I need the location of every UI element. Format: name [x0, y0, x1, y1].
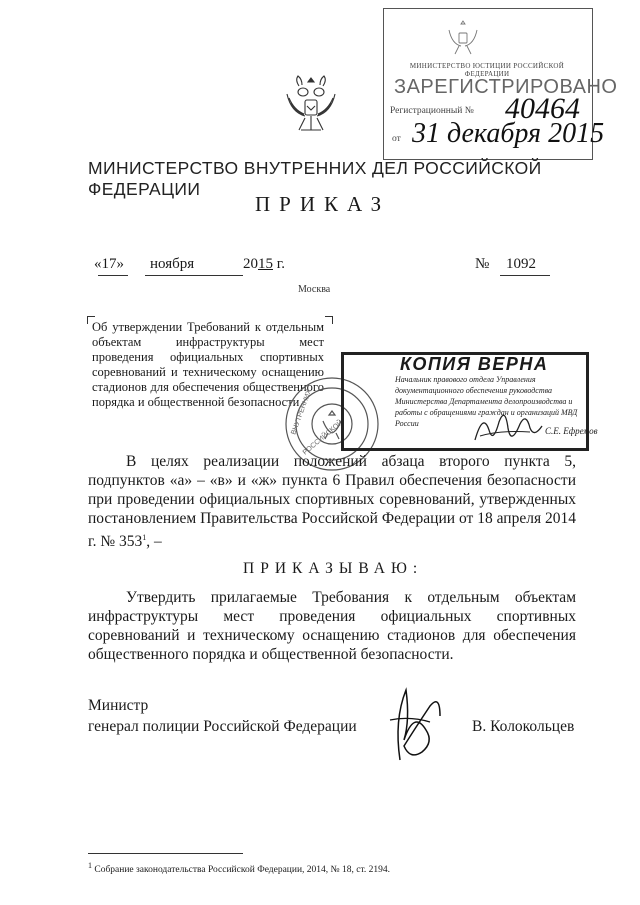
- order-city: Москва: [298, 284, 331, 295]
- year-g: г.: [276, 256, 285, 272]
- preamble-end: , –: [146, 533, 162, 551]
- signer-name: В. Колокольцев: [472, 718, 575, 735]
- footnote-ref: 1: [142, 533, 147, 542]
- footnote-separator: [88, 853, 243, 854]
- order-number-label: №: [475, 256, 490, 272]
- footnote-text: Собрание законодательства Российской Федерации, 2014, № 18, ст. 2194.: [94, 865, 391, 876]
- stamp-registered-label: ЗАРЕГИСТРИРОВАНО: [394, 76, 618, 98]
- day-underline: [98, 275, 128, 276]
- order-day: «17»: [94, 256, 124, 272]
- stamp-reg-date: 31 декабря 2015: [412, 118, 605, 149]
- document-type-title: ПРИКАЗ: [255, 192, 391, 216]
- stamp-reg-number: 40464: [505, 92, 580, 125]
- ministry-title: МИНИСТЕРСТВО ВНУТРЕННИХ ДЕЛ РОССИЙСКОЙ ФЕДЕРАЦИИ: [88, 158, 542, 199]
- footnote-mark: 1: [88, 861, 92, 870]
- order-year: [243, 256, 285, 273]
- svg-text:ВНУТРЕННИХ: ВНУТРЕННИХ: [290, 388, 314, 436]
- signer-title: Министр: [88, 697, 149, 714]
- year-prefix: 20: [243, 256, 258, 272]
- stamp-reg-number-label: Регистрационный №: [390, 106, 474, 116]
- preamble-paragraph: [88, 452, 576, 551]
- stamp-emblem-icon: [445, 18, 481, 58]
- preamble-text: В целях реализации положений абзаца второго пункта 5, подпунктов «а» – «в» и «ж» пункта 6 Правил обеспечения безопасности при проведении официальных спортивных соревнований, утвержденных постановлением Правительства Российской Федерации от 18 апреля 2014 г. № 353: [88, 453, 576, 551]
- footnote: [88, 861, 390, 875]
- order-directive: ПРИКАЗЫВАЮ:: [243, 560, 424, 577]
- year-suffix: 15: [258, 256, 273, 272]
- copy-stamp-title: КОПИЯ ВЕРНА: [400, 354, 549, 374]
- svg-text:РОССИЙСКОЙ: РОССИЙСКОЙ: [301, 419, 345, 457]
- signer-rank: генерал полиции Российской Федерации: [88, 718, 357, 735]
- state-emblem-icon: [283, 72, 339, 136]
- stamp-ministry-line: МИНИСТЕРСТВО ЮСТИЦИИ РОССИЙСКОЙ ФЕДЕРАЦИИ: [409, 62, 565, 78]
- stamp-from-label: от: [392, 134, 401, 144]
- copy-stamp-signer: С.Е. Ефремов: [545, 426, 598, 436]
- month-underline: [145, 275, 243, 276]
- order-month: ноября: [150, 256, 195, 272]
- order-subject: Об утверждении Требований к отдельным объектам инфраструктуры мест проведения официальных спортивных соревнований и техническому оснащению стадионов для обеспечения общественного порядка и общественной безопасности: [92, 320, 324, 409]
- copy-stamp-signature: [470, 410, 545, 448]
- minister-signature: [380, 680, 450, 765]
- subject-corner-right: [325, 316, 333, 324]
- order-number: 1092: [506, 256, 536, 272]
- order-paragraph: Утвердить прилагаемые Требования к отдельным объектам инфраструктуры мест проведения официальных спортивных соревнований и техническому оснащению стадионов для обеспечения общественного порядка и общественной безопасности.: [88, 589, 576, 663]
- number-underline: [500, 275, 550, 276]
- copy-stamp-text: Начальник правового отдела Управления документационного обеспечения руководства Министерства Департамента делопроизводства и работы с обращениями граждан и организаций МВД России: [395, 375, 578, 428]
